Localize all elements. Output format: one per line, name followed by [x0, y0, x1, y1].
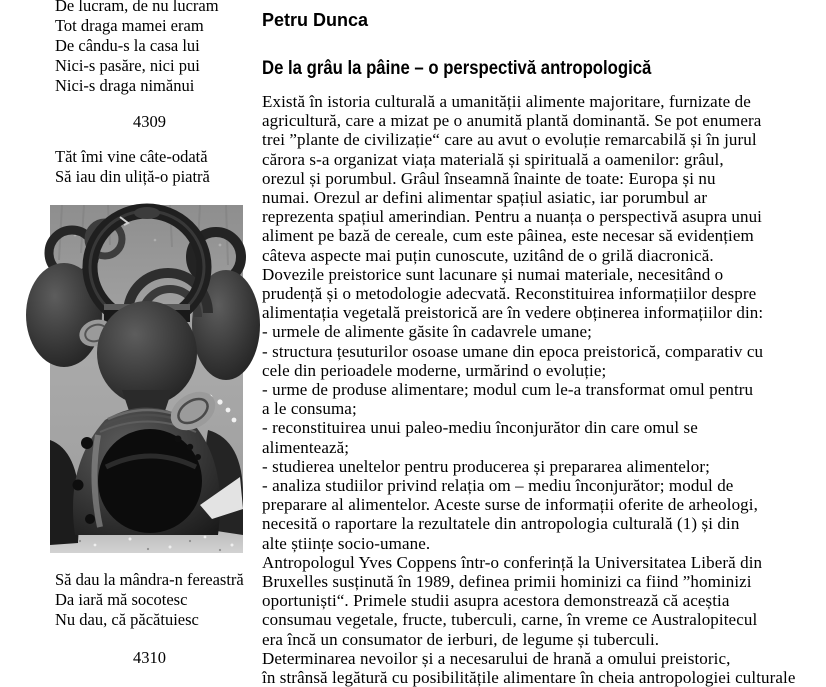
article-body [262, 92, 826, 687]
poem-line: Tăt îmi vine câte-odată [55, 147, 208, 166]
body-text-line: alimentația vegetală preistorică are în vedere obținerea informațiilor din: [262, 303, 764, 323]
poem-line: Nici-s pasăre, nici pui [55, 56, 200, 75]
body-text-line: - reconstituirea unui paleo-mediu înconjurător din care omul se [262, 418, 698, 438]
poem-middle [55, 147, 210, 187]
body-text-line: reprezenta spațiul amerindian. Pentru a nuanța o perspectivă asupra unui [262, 207, 763, 227]
poem-number-4309: 4309 [133, 112, 166, 131]
poem-line: Da iară mă socotesc [55, 590, 188, 609]
body-text-line: agricultură, care a mizat pe o anumită plantă dominantă. Se pot enumera [262, 111, 762, 131]
body-text-line: oportuniști“. Primele studii asupra acestora demonstrează că aceștia [262, 591, 730, 611]
body-text-line: consumau vegetale, fructe, tuberculi, carne, în vreme ce Australopitecul [262, 610, 758, 630]
body-text-line: Există în istoria culturală a umanității alimente majoritare, furnizate de [262, 92, 751, 111]
poem-top [55, 0, 219, 96]
body-text-line: Determinarea nevoilor și a necesarului de hrană a omului preistoric, [262, 648, 731, 668]
body-text-line: - analiza studiilor privind relația om – mediu înconjurător; modul de [262, 476, 734, 496]
poem-line: Nici-s draga nimănui [55, 76, 195, 95]
poem-bottom [55, 570, 244, 630]
pottery-photo-graphic [50, 205, 243, 553]
body-text-line: - studierea uneltelor pentru producerea și prepararea alimentelor; [262, 456, 710, 476]
poem-line: Tot draga mamei eram [55, 16, 204, 35]
body-text-line: trei ”plante de civilizație“ care au avut o evoluție remarcabilă și în jurul [262, 130, 757, 150]
body-text-line: a le consuma; [262, 399, 357, 419]
body-text-line: Bruxelles susținută în 1989, definea primii hominizi ca fiind ”hominizi [262, 572, 752, 592]
body-text-line: Antropologul Yves Coppens într-o conferință la Universitatea Liberă din [262, 552, 763, 572]
poem-number-4310: 4310 [133, 648, 166, 667]
body-text-line: numai. Orezul ar defini alimentar spațiul asiatic, iar porumbul ar [262, 188, 708, 208]
body-text-line: prudență și o metodologie adecvată. Reconstituirea informațiilor despre [262, 284, 757, 304]
body-text-line: Dovezile preistorice sunt lacunare și numai materiale, necesitând o [262, 264, 724, 284]
article-author: Petru Dunca [262, 10, 369, 30]
poem-line: Nu dau, că păcătuiesc [55, 610, 199, 629]
body-text-line: orezul și porumbul. Grâul înseamnă înainte de toate: Europa și nu [262, 168, 716, 188]
pottery-photo [50, 205, 243, 553]
body-text-line: în strânsă legătură cu posibilitățile alimentare în cheia antropologiei culturale [262, 668, 796, 687]
body-text-line: - urmele de alimente găsite în cadavrele umane; [262, 322, 592, 342]
body-text-line: aliment pe bază de cereale, cum este pâinea, este necesar să evidențiem [262, 226, 754, 246]
body-text-line: - urme de produse alimentare; modul cum le-a transformat omul pentru [262, 380, 754, 400]
body-text-line: era încă un consumator de ierburi, de legume și tuberculi. [262, 629, 660, 649]
article-title: De la grâu la pâine – o perspectivă antropologică [262, 58, 652, 79]
body-text-line: cărora s-a organizat viața materială și spirituală a oamenilor: grâul, [262, 149, 724, 169]
body-text-line: alimentează; [262, 437, 350, 457]
poem-line: De lucram, de nu lucram [55, 0, 219, 15]
poem-line: De cându-s la casa lui [55, 36, 200, 55]
body-text-line: - structura țesuturilor osoase umane din epoca preistorică, comparativ cu [262, 341, 764, 361]
body-text-line: necesită o raportare la rezultatele din antropologia culturală (1) și din [262, 514, 740, 534]
body-text-line: alte științe socio-umane. [262, 533, 431, 553]
poem-line: Să dau la mândra-n fereastră [55, 570, 244, 589]
poem-line: Să iau din uliță-o piatră [55, 167, 210, 186]
body-text-line: cele din perioadele moderne, urmărind o evoluție; [262, 360, 607, 380]
body-text-line: câteva aspecte mai puțin cunoscute, uzitând de o grilă diacronică. [262, 245, 714, 265]
body-text-line: preparare al alimentelor. Aceste surse de informații oferite de arheologi, [262, 495, 758, 515]
